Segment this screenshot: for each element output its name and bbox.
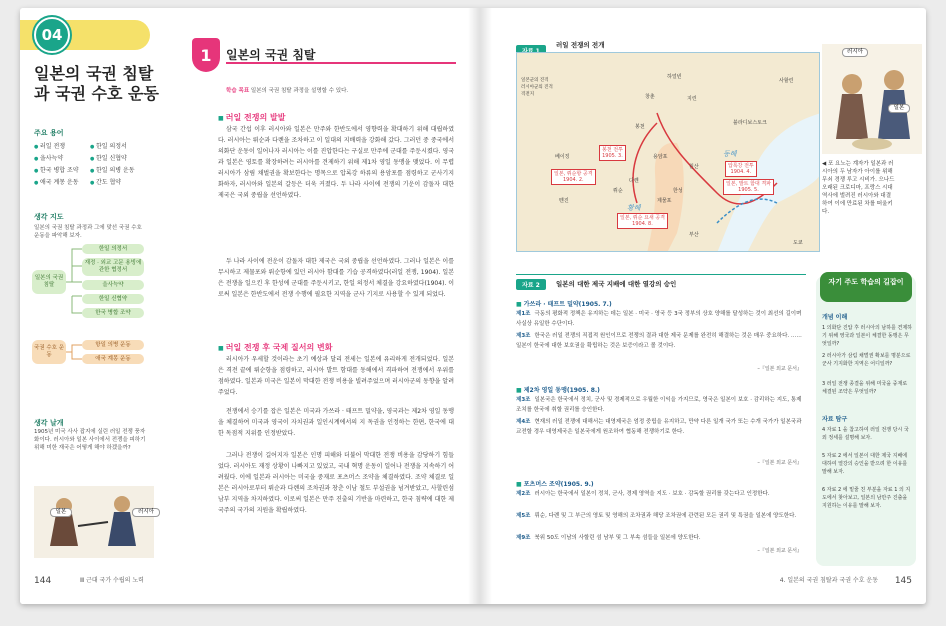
- term: ● 러일 전쟁: [34, 141, 90, 153]
- fig-label-russia: 러시아: [132, 508, 160, 517]
- paragraph-5: 그러나 전쟁이 길어지자 일본은 인명 피해와 더불어 막대한 전쟁 비용을 감당하기 힘들었다. 러시아도 재정 상황이 나빠지고 있었고, 국내 혁명 운동이 일어나 전쟁을 지속하기 어려웠다. 이에 일본과 러시아는 미국을 중재로 포츠머스 조약을 체결하였다. 조약 체결로 일본은 러시아로부터 뤼순과 다롄의 조차권과 창춘 이남 철도 부설권을 넘겨받았고, 사할린섬 남부 지역을 차지하였다. 이로써 일본은 만주 진출의 기반을 마련하고, 한국 침략에 대한 제국주의 국가의 지원을 확립하였다.: [218, 452, 454, 514]
- study-guide-box: [816, 276, 916, 566]
- article-number: 제1조: [516, 311, 531, 317]
- map-node: 한일 신협약: [82, 294, 144, 304]
- doc-source: –『일본 외교 문서』: [757, 460, 802, 466]
- figure-1: [516, 38, 820, 246]
- satire-cartoon-figure: [34, 486, 154, 558]
- battle-box: [723, 179, 774, 195]
- book-gutter: [468, 8, 492, 604]
- doc-article: [516, 489, 802, 499]
- page-number-left: 144: [34, 576, 52, 586]
- legend-item: 격전지: [521, 92, 535, 97]
- terms-heading: 주요 용어: [34, 129, 64, 137]
- map-node-center: 일본의 국권 침탈: [32, 270, 66, 294]
- study-question: 4 자료 1 을 참고하여 러일 전쟁 당시 국외 정세를 설명해 보자.: [822, 427, 909, 441]
- chapter-title: 일본의 국권 침탈과 국권 수호 운동: [34, 64, 159, 103]
- cartoon-label-japan: 일본: [888, 104, 910, 113]
- concept-map-intro: 일본의 국권 침탈 과정과 그에 맞선 국권 수호 운동을 파악해 보자.: [34, 225, 142, 239]
- article-number: 제4조: [516, 419, 531, 425]
- study-section-concept: 개념 이해: [822, 314, 848, 321]
- figure-1-caption: 러일 전쟁의 전개: [556, 41, 605, 49]
- place-label: 톈진: [559, 198, 569, 204]
- map-node: 을사늑약: [82, 280, 144, 290]
- place-label: 용암포: [653, 154, 668, 160]
- cartoon-illustration: [822, 44, 922, 154]
- article-number: 제3조: [516, 397, 531, 403]
- place-label: 제물포: [657, 198, 672, 204]
- study-section-data: 자료 탐구: [822, 416, 848, 423]
- map-node-guard: 국권 수호 운동: [32, 340, 66, 364]
- study-guide-title: 자기 주도 학습의 길잡이: [820, 272, 912, 302]
- learning-goal: [226, 86, 348, 94]
- think-heading: 생각 날개: [34, 419, 64, 427]
- fig-label-japan: 일본: [50, 508, 72, 517]
- article-text: 러시아는 한국에서 일본이 정치, 군사, 경제 영역을 지도 · 보호 · 감독할 권리를 갖는다고 인정한다.: [534, 491, 770, 497]
- term: ● 을사늑약: [34, 153, 90, 165]
- battle-date: 1904. 2.: [562, 177, 584, 183]
- section-number: 1: [192, 38, 220, 72]
- paragraph-2: 두 나라 사이에 전운이 감돌자 대한 제국은 국외 중립을 선언하였다. 그러나 일본은 이를 무시하고 제물포와 뤼순항에 있던 러시아 함대를 기습 공격하였다(러일 전쟁, 1904). 일본은 전쟁을 일으킨 후 한성에 군대를 주둔시키고, 한일 의정서 체결을 강요하였다(1904). 이로써 일본은 한반도에서 전쟁 수행에 필요한 지역을 군사 기지로 사용할 수 있게 되었다.: [218, 258, 455, 298]
- place-label: 봉천: [635, 124, 645, 130]
- battle-box: [551, 169, 596, 185]
- study-question: 2 러시아가 삼림 채벌권 확보를 명분으로 군사 기지화한 지역은 어디일까?: [822, 353, 911, 367]
- legend-item: 일본군의 진격: [521, 78, 549, 83]
- term: ● 애국 계몽 운동: [34, 177, 90, 189]
- study-question: 5 자료 2 에서 일본이 대한 제국 지배에 대하여 열강의 승인을 받으려 한 이유를 말해 보자.: [822, 453, 908, 475]
- map-connectors: [66, 244, 82, 366]
- battle-name: 압록강 전투: [728, 163, 754, 169]
- place-label: 하얼빈: [667, 74, 682, 80]
- terms-list: [34, 141, 146, 189]
- place-label: 사할린: [779, 78, 794, 84]
- battle-box: [617, 213, 668, 229]
- map-node: 한국 병합 조약: [82, 308, 144, 318]
- term: ● 한일 의정서: [90, 141, 146, 153]
- article-text: 극동의 평화적 정책은 유지하는 데는 일본 · 미국 · 영국 등 3국 정부의 상호 양해를 달성하는 것이 최선의 길이며 사실상 유일한 수단이다.: [516, 311, 802, 327]
- doc-article: [516, 533, 802, 543]
- place-label: 창춘: [645, 94, 655, 100]
- map-node: 애국 계몽 운동: [82, 354, 144, 364]
- map-node: 재정 · 외교 고문 용빙에 관한 협정서: [82, 258, 144, 276]
- article-number: 제3조: [516, 333, 531, 339]
- doc-article: [516, 417, 802, 437]
- study-question: 3 러일 전쟁 종결을 위해 미국을 중재로 체결된 조약은 무엇일까?: [822, 381, 908, 395]
- place-label: 베이징: [555, 154, 570, 160]
- battle-box: [599, 145, 626, 161]
- battle-date: 1904. 4.: [730, 169, 752, 175]
- figure-2-caption: 일본의 대한 제국 지배에 대한 열강의 승인: [556, 280, 677, 288]
- article-text: 한국은 러일 전쟁의 직접적 원인이므로 전쟁의 결과 대한 제국 문제를 완전히 해결하는 것은 매우 중요하다. …… 일본이 한국에 대한 보호권을 확립하는 것은 보증이라고 볼 것이다.: [516, 333, 802, 349]
- page-number-right: 145: [894, 576, 912, 586]
- chapter-number: 04: [34, 17, 70, 53]
- textbook-spread: [20, 8, 926, 604]
- battle-date: 1905. 5.: [738, 187, 759, 193]
- map-heading: 생각 지도: [34, 213, 64, 221]
- place-label: 도쿄: [793, 240, 803, 246]
- footer-right: 4. 일본의 국권 침탈과 국권 수호 운동: [779, 577, 878, 584]
- right-page: [492, 8, 926, 604]
- battle-name: 일본, 뤼순항 공격: [554, 171, 593, 177]
- map-node: 항일 의병 운동: [82, 340, 144, 350]
- figure-2: [516, 274, 806, 574]
- legend-item: 러시아군의 진격: [521, 85, 553, 90]
- battle-name: 일본, 뤼순 요새 공격: [620, 215, 665, 221]
- article-text: 현재의 러일 전쟁에 대해서는 대영제국은 엄정 중립을 유지하고, 만약 다른 일개 국가 또는 수개 국가가 일본국과 교전할 경우 대영제국은 일본국에게 원조하여 협동해 전쟁하기로 한다.: [516, 419, 802, 435]
- paragraph-4: 전쟁에서 승기를 잡은 일본은 미국과 가쓰라 · 태프트 밀약을, 영국과는 제2차 영일 동맹을 체결하여 미국과 영국이 자치권과 일인시계에서의 지 독권을 인정하는 한편, 한국에 대한 독점적 지위를 인정받았다.: [218, 408, 454, 437]
- map-legend: [521, 77, 553, 98]
- battle-name: 봉천 전투: [602, 147, 623, 153]
- battle-name: 일본, 발트 함대 격파: [726, 181, 771, 187]
- doc-article: [516, 331, 802, 351]
- article-number: 제2조: [516, 491, 531, 497]
- subheading-1: ■ 러일 전쟁의 발발: [218, 112, 285, 123]
- doc-title: ■ 가쓰라 · 태프트 밀약(1905. 7.): [516, 299, 612, 308]
- battle-box: [725, 161, 757, 177]
- study-question: 6 자료 2 에 밑줄 친 부분을 자료 1 의 지도에서 찾아보고, 일본의 남만주 진출을 지원하는 이유를 말해 보자.: [822, 487, 911, 509]
- section-title: 일본의 국권 침탈: [226, 42, 456, 64]
- war-map: [516, 52, 820, 252]
- goal-text: 일본의 국권 침탈 과정을 설명할 수 있다.: [250, 88, 349, 94]
- doc-source: –『일본 외교 문서』: [757, 366, 802, 372]
- doc-article: [516, 309, 802, 329]
- cartoon-label-russia: 러시아: [842, 48, 868, 57]
- article-number: 제5조: [516, 513, 531, 519]
- term: ● 간도 협약: [90, 177, 146, 189]
- place-label: 부산: [689, 232, 699, 238]
- figure-2-tag: 자료 2: [516, 279, 546, 290]
- think-text: 1905년 미국 사사 잡지에 실린 러일 전쟁 풍자화이다. 러시아와 일본 사이에서 전쟁을 피하기 위해 미한 재국은 어떻게 해야 하겠을까?: [34, 429, 146, 451]
- article-number: 제9조: [516, 535, 531, 541]
- study-question: 1 의화단 진압 후 러시아의 남하를 견제하기 위해 영국과 일본이 체결한 동맹은 무엇일까?: [822, 325, 912, 347]
- doc-title: ■ 제2차 영일 동맹(1905. 8.): [516, 385, 600, 394]
- doc-article: [516, 511, 802, 521]
- place-label: 한성: [673, 188, 683, 194]
- place-label: 원산: [689, 164, 699, 170]
- doc-source: –『일본 외교 문서』: [757, 548, 802, 554]
- left-sidebar: [20, 8, 159, 604]
- term: ● 한국 병합 조약: [34, 165, 90, 177]
- place-label: 뤼순: [613, 188, 623, 194]
- article-text: 일본국은 한국에서 정치, 군사 및 경제적으로 우월한 이익을 가지므로, 영국은 일본이 보호 · 감리하는 지도, 통제 조치를 한국에 취할 권리를 승인한다.: [516, 397, 802, 413]
- map-node: 한일 의정서: [82, 244, 144, 254]
- sea-label: 동해: [723, 150, 737, 158]
- paragraph-1: 삼국 간섭 이후 러시아와 일본은 만주와 한반도에서 영향력을 확대하기 위해 대립하였다. 러시아는 뤼순과 다롄을 조차하고 이 일대의 지배력을 강화해 갔다. 그러던 중 중국에서 의화단 운동이 일어나자 러시아는 이를 진압한다는 구실로 만주에 군대를 주둔시켰다. 영국과 일본은 영토를 확장하려는 러시아를 견제하기 위해 제1차 영일 동맹을 맺었다. 이 무렵 러시아가 삼림 채벌권을 확보한다는 명목으로 압록강 하류의 용암포를 점령하고 군사기지화하자, 러시아와 일본의 갈등은 더욱 커졌다. 두 나라 사이에 전쟁의 기운이 감돌자 대한 제국은 국외 중립을 선언하였다.: [218, 126, 454, 199]
- place-label: 지린: [687, 96, 697, 102]
- goal-label: 학습 목표: [226, 88, 250, 94]
- battle-date: 1905. 3.: [602, 153, 623, 159]
- doc-title: ■ 포츠머스 조약(1905. 9.): [516, 479, 594, 488]
- cartoon-caption: ◀ 포 요노는 계자가 일본과 러시아의 두 남자가 아이를 위해 무쇠 경쟁 루고 시비가. 으나드 오래된 크로디마, 프랑스 시대 역사에 벌려진 러시아와 대결하여 이에 만료된 차를 떠울키다.: [822, 161, 895, 215]
- article-text: 북위 50도 이남의 사할린 섬 남부 및 그 부속 섬들을 일본에 양도한다.: [534, 535, 701, 541]
- subheading-2: ■ 러일 전쟁 후 국제 질서의 변화: [218, 342, 332, 353]
- paragraph-3: 러시아가 우세할 것이라는 초기 예상과 달리 전세는 일본에 유리하게 전개되었다. 일본은 격전 끝에 뤼순항을 점령하고, 러시아 발트 함대를 동해에서 격파하여 전쟁에서 우위를 점하였다. 일본과 미국은 일본이 막대한 전쟁 비용을 빌려주었으며 러시아군의 동향을 알려 주었다.: [218, 356, 454, 396]
- doc-article: [516, 395, 802, 415]
- term: ● 한일 신협약: [90, 153, 146, 165]
- article-text: 뤼순, 다롄 및 그 부근의 영토 및 영해의 조차권과 해당 조차권에 관련된 모든 권리 및 특권을 일본에 양도한다.: [534, 513, 797, 519]
- footer-left: Ⅲ 근대 국가 수립의 노력: [80, 577, 144, 584]
- place-label: 다롄: [629, 178, 639, 184]
- battle-date: 1904. 8.: [632, 221, 653, 227]
- place-label: 블라디보스토크: [733, 120, 767, 126]
- term: ● 한일 의병 운동: [90, 165, 146, 177]
- sea-label: 황해: [627, 204, 641, 212]
